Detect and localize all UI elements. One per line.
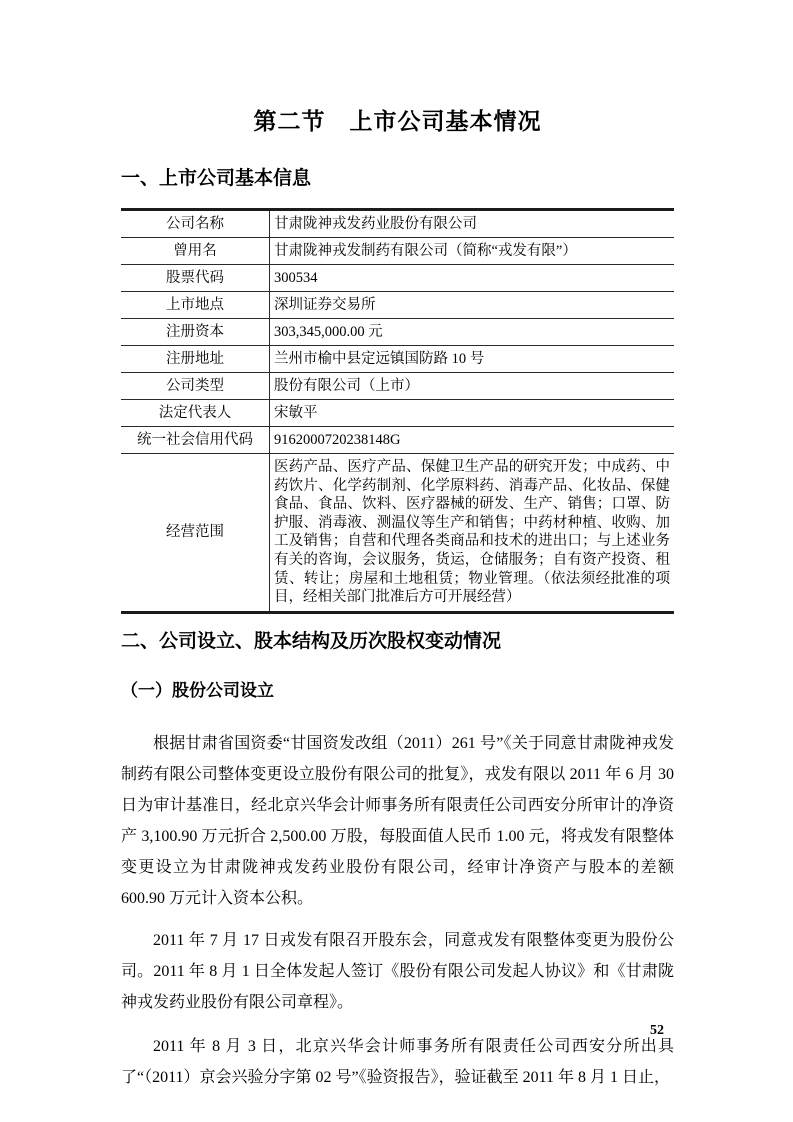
row-value: 303,345,000.00 元 — [270, 319, 675, 346]
row-label: 经营范围 — [121, 454, 270, 613]
chapter-title: 第二节 上市公司基本情况 — [253, 108, 542, 134]
page-number: 52 — [650, 1023, 664, 1038]
row-value: 兰州市榆中县定远镇国防路 10 号 — [270, 346, 675, 373]
row-value: 9162000720238148G — [270, 427, 675, 454]
table-row — [121, 373, 674, 400]
section1-heading: 一、上市公司基本信息 — [121, 168, 312, 189]
row-label: 公司类型 — [121, 373, 270, 400]
row-label: 上市地点 — [121, 292, 270, 319]
body-paragraph: 2011 年 7 月 17 日戎发有限召开股东会，同意戎发有限整体变更为股份公司。2011 年 8 月 1 日全体发起人签订《股份有限公司发起人协议》和《甘肃陇神戎发药业股份有限公司章程》。 — [121, 931, 674, 1011]
page-content — [121, 0, 674, 1093]
row-label: 曾用名 — [121, 238, 270, 265]
row-value: 深圳证券交易所 — [270, 292, 675, 319]
table-row — [121, 238, 674, 265]
row-value: 医药产品、医疗产品、保健卫生产品的研究开发；中成药、中药饮片、化学药制剂、化学原料药、消毒产品、化妆品、保健食品、食品、饮料、医疗器械的研发、生产、销售；口罩、防护服、消毒液、测温仪等生产和销售；中药材种植、收购、加工及销售；自营和代理各类商品和技术的进出口；与上述业务有关的咨询，会议服务，货运，仓储服务；自有资产投资、租赁、转让；房屋和土地租赁；物业管理。（依法须经批准的项目，经相关部门批准后方可开展经营） — [270, 454, 675, 613]
row-value: 300534 — [270, 265, 675, 292]
table-row — [121, 346, 674, 373]
section2-heading: 二、公司设立、股本结构及历次股权变动情况 — [121, 630, 502, 652]
table-row — [121, 400, 674, 427]
row-label: 法定代表人 — [121, 400, 270, 427]
company-info-table — [121, 208, 674, 614]
body-paragraph: 2011 年 8 月 3 日，北京兴华会计师事务所有限责任公司西安分所出具了“（2011）京会兴验分字第 02 号”《验资报告》，验证截至 2011 年 8 月 1 日止， — [121, 1037, 674, 1086]
row-value: 甘肃陇神戎发制药有限公司（简称“戎发有限”） — [270, 238, 675, 265]
row-value: 宋敏平 — [270, 400, 675, 427]
subsection1-heading: （一）股份公司设立 — [121, 680, 274, 700]
row-value: 股份有限公司（上市） — [270, 373, 675, 400]
body-paragraph: 根据甘肃省国资委“甘国资发改组（2011）261 号”《关于同意甘肃陇神戎发制药有限公司整体变更设立股份有限公司的批复》，戎发有限以 2011 年 6 月 30 日为审计基准日，经北京兴华会计师事务所有限责任公司西安分所审计的净资产 3,100.90 万元折合 2,500.00 万股，每股面值人民币 1.00 元，将戎发有限整体变更设立为甘肃陇神戎发药业股份有限公司，经审计净资产与股本的差额 600.90 万元计入资本公积。 — [121, 734, 674, 907]
table-row — [121, 454, 674, 613]
table-row — [121, 427, 674, 454]
table-row — [121, 265, 674, 292]
table-row — [121, 210, 674, 238]
row-label: 注册地址 — [121, 346, 270, 373]
table-row — [121, 319, 674, 346]
table-row — [121, 292, 674, 319]
row-value: 甘肃陇神戎发药业股份有限公司 — [274, 215, 477, 232]
row-label: 公司名称 — [121, 210, 270, 238]
row-label: 统一社会信用代码 — [121, 427, 270, 454]
row-label: 注册资本 — [121, 319, 270, 346]
row-label: 股票代码 — [121, 265, 270, 292]
